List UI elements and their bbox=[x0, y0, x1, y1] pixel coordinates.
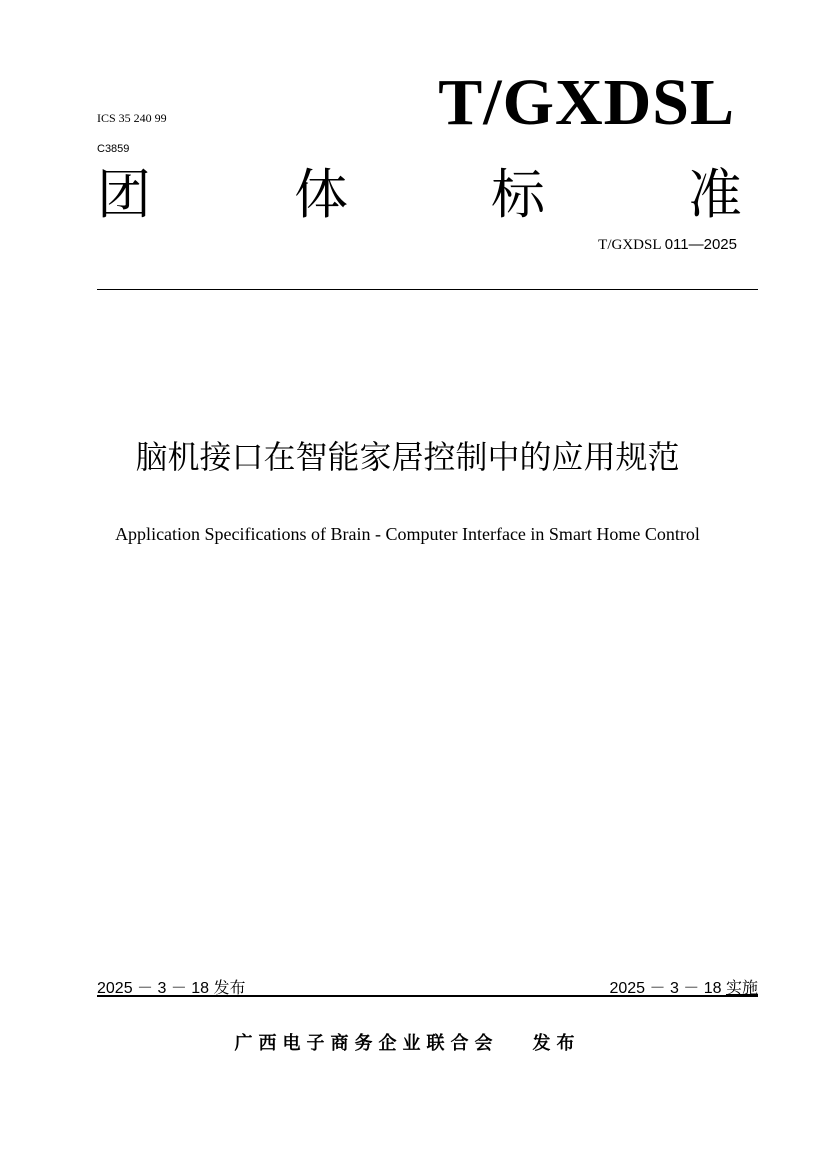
header-divider bbox=[97, 289, 758, 290]
implement-date-value: 2025 － 3 － 18 bbox=[609, 980, 726, 997]
standard-type-heading bbox=[97, 163, 742, 226]
heading-char: 标 bbox=[491, 163, 545, 226]
standard-logo: T/GXDSL bbox=[438, 66, 735, 139]
document-title-cn: 脑机接口在智能家居控制中的应用规范 bbox=[135, 438, 680, 476]
standard-number bbox=[598, 235, 737, 254]
issue-date: 2025 － 3 － 18 发布 bbox=[97, 980, 246, 997]
publish-label: 发布 bbox=[532, 1033, 581, 1054]
footer-divider bbox=[97, 995, 758, 997]
ccs-code: C3859 bbox=[97, 143, 130, 155]
heading-char: 准 bbox=[688, 163, 742, 226]
standard-number-prefix: T/GXDSL bbox=[598, 237, 665, 253]
ics-code: ICS 35 240 99 bbox=[97, 111, 167, 125]
implement-label: 实施 bbox=[725, 980, 758, 997]
publisher-line bbox=[0, 1029, 815, 1055]
document-title-en: Application Specifications of Brain - Computer Interface in Smart Home Control bbox=[115, 524, 700, 544]
heading-char: 团 bbox=[97, 163, 151, 226]
heading-char: 体 bbox=[294, 163, 348, 226]
publisher-name: 广西电子商务企业联合会 bbox=[234, 1033, 499, 1054]
standard-number-suffix: 011—2025 bbox=[664, 236, 737, 253]
